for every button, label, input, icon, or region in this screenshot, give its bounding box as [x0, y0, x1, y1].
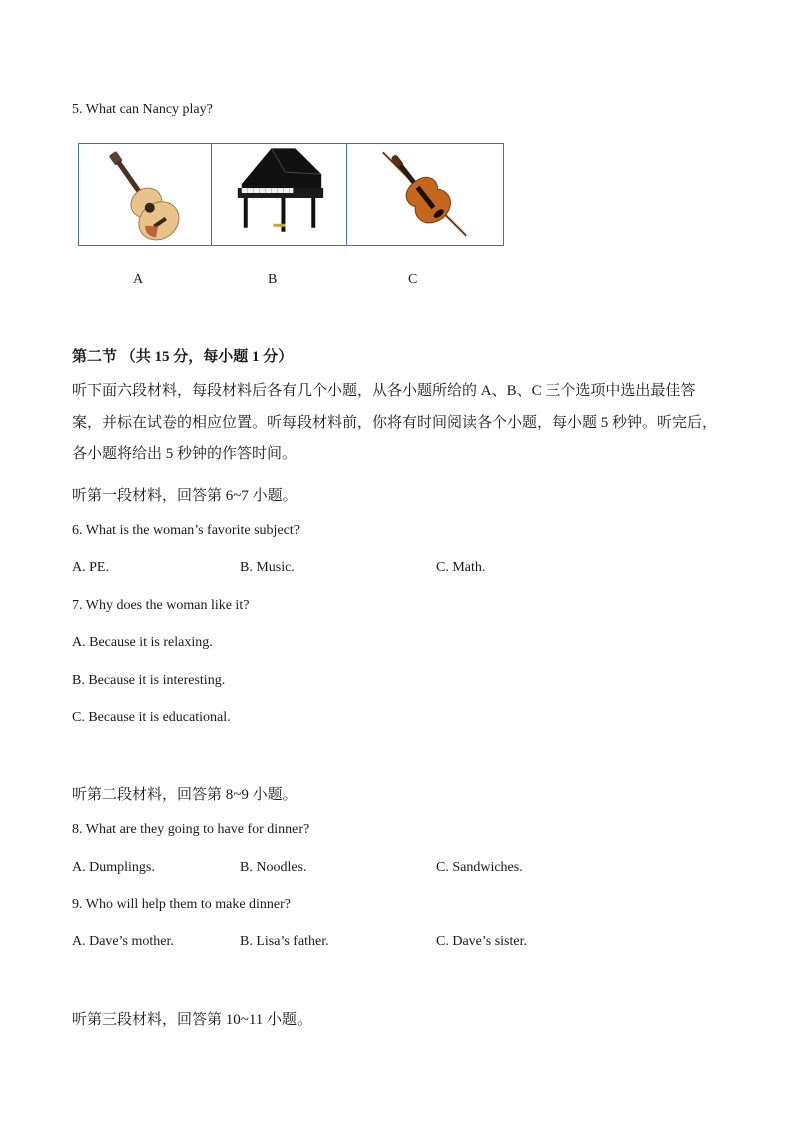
q7-option-b[interactable]: B. Because it is interesting. — [72, 673, 226, 688]
part3-intro: 听第三段材料，回答第 10~11 小题。 — [72, 1012, 313, 1028]
q7-option-a[interactable]: A. Because it is relaxing. — [72, 635, 213, 650]
piano-icon — [212, 144, 346, 245]
q5-option-a-picture[interactable] — [79, 144, 211, 245]
q5-option-c-picture[interactable] — [346, 144, 503, 245]
guitar-icon — [79, 144, 211, 245]
q9-option-b[interactable]: B. Lisa’s father. — [240, 934, 329, 949]
q8-option-a[interactable]: A. Dumplings. — [72, 860, 155, 875]
q8-option-b[interactable]: B. Noodles. — [240, 860, 307, 875]
part1-intro: 听第一段材料，回答第 6~7 小题。 — [72, 488, 298, 504]
q5-option-b-picture[interactable] — [211, 144, 346, 245]
q7-option-c[interactable]: C. Because it is educational. — [72, 710, 231, 725]
q5-option-b-label: B — [268, 272, 278, 287]
part2-intro: 听第二段材料，回答第 8~9 小题。 — [72, 787, 298, 803]
q5-picture-table — [78, 143, 504, 246]
violin-icon — [347, 144, 503, 245]
q9-question: 9. Who will help them to make dinner? — [72, 897, 292, 912]
section-heading: 第二节 （共 15 分，每小题 1 分） — [72, 349, 294, 365]
q8-question: 8. What are they going to have for dinner? — [72, 822, 310, 837]
q6-option-b[interactable]: B. Music. — [240, 560, 295, 575]
q9-option-a[interactable]: A. Dave’s mother. — [72, 934, 174, 949]
q6-option-c[interactable]: C. Math. — [436, 560, 486, 575]
q6-option-a[interactable]: A. PE. — [72, 560, 109, 575]
q5-option-c-label: C — [408, 272, 418, 287]
q9-option-c[interactable]: C. Dave’s sister. — [436, 934, 527, 949]
section-instructions: 听下面六段材料，每段材料后各有几个小题，从各小题所给的 A、B、C 三个选项中选出最佳答案，并标在试卷的相应位置。听每段材料前，你将有时间阅读各个小题，每小题 5 秒钟。听完后，各小题将给出 5 秒钟的作答时间。 — [72, 383, 718, 462]
q8-option-c[interactable]: C. Sandwiches. — [436, 860, 523, 875]
q5-question: 5. What can Nancy play? — [72, 102, 213, 117]
q5-option-a-label: A — [133, 272, 144, 287]
q7-question: 7. Why does the woman like it? — [72, 598, 250, 613]
q6-question: 6. What is the woman’s favorite subject? — [72, 523, 300, 538]
